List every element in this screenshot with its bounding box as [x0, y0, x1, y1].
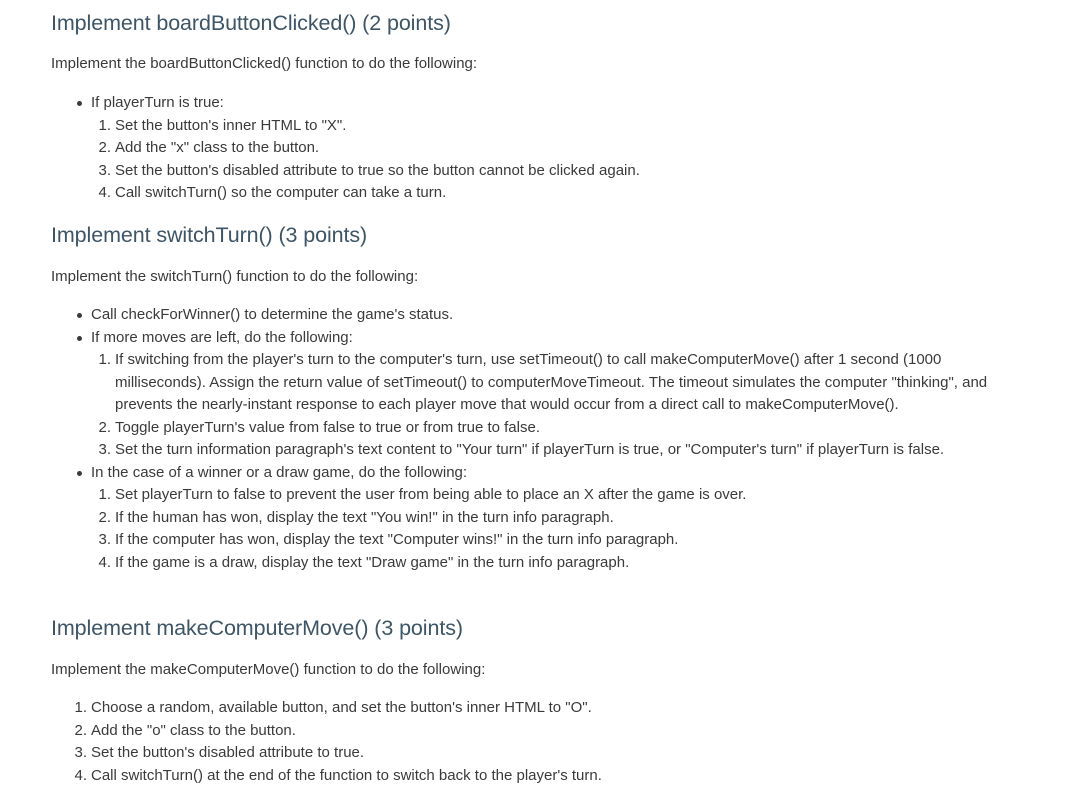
step-item: 4. If the game is a draw, display the text "Draw game" in the turn info paragraph.: [98, 553, 630, 571]
step-item: 2. If the human has won, display the text "You win!" in the turn info paragraph.: [98, 508, 614, 526]
step-item: 2. Toggle playerTurn's value from false to true or from true to false.: [98, 418, 540, 436]
bullet-item: [91, 92, 1078, 205]
bullet-text: If more moves are left, do the following:: [91, 328, 353, 346]
bullet-text: Call checkForWinner() to determine the game's status.: [91, 306, 454, 323]
step-text: Set the turn information paragraph's text content to "Your turn" if playerTurn is true, or "Computer's turn" if playerTurn is false.: [115, 441, 945, 458]
step-text: If the computer has won, display the text "Computer wins!" in the turn info paragraph.: [115, 531, 679, 548]
bullet-dot-icon: [77, 336, 82, 341]
step-text: Toggle playerTurn's value from false to true or from true to false.: [115, 418, 540, 436]
section-intro-switch-turn: Implement the switchTurn() function to do the following:: [51, 268, 419, 285]
bullet-dot-icon: [77, 313, 82, 318]
step-item: 2. Add the "x" class to the button.: [98, 139, 320, 156]
bullet-dot-icon: [77, 471, 82, 476]
step-text: Add the "x" class to the button.: [115, 139, 320, 156]
step-item: 1. Set the button's inner HTML to "X".: [98, 116, 347, 134]
step-item: 3. Set the button's disabled attribute to true so the button cannot be clicked again.: [98, 161, 640, 179]
step-text: Call switchTurn() so the computer can take a turn.: [115, 184, 447, 201]
step-text: Set the button's disabled attribute to true.: [91, 744, 365, 761]
step-text: Set playerTurn to false to prevent the user from being able to place an X after the game is over.: [115, 486, 747, 503]
section-list-make-computer-move: [51, 697, 1078, 787]
step-text: Set the button's inner HTML to "X".: [115, 116, 347, 134]
section-title-board-button-clicked: Implement boardButtonClicked() (2 points): [51, 11, 451, 35]
step-text: If switching from the player's turn to the computer's turn, use setTimeout() to call makeComputerMove() after 1 second (1000 milliseconds). Assign the return value of setTimeout() to computerMoveTimeout. The timeout simulates the computer "thinking", and prevents the nearly-instant response to each player move that would occur from a direct call to makeComputerMove().: [115, 351, 988, 413]
section-intro-make-computer-move: Implement the makeComputerMove() function to do the following:: [51, 661, 486, 678]
step-text: Add the "o" class to the button.: [91, 721, 296, 739]
section-list-switch-turn: [51, 304, 1031, 574]
step-item: 1. Set playerTurn to false to prevent the user from being able to place an X after the game is over.: [98, 486, 747, 503]
step-text: If the game is a draw, display the text "Draw game" in the turn info paragraph.: [115, 553, 630, 571]
step-item: 1. Choose a random, available button, and set the button's inner HTML to "O".: [74, 699, 592, 716]
step-item: 3. Set the turn information paragraph's text content to "Your turn" if playerTurn is true, or "Computer's turn" if playerTurn is false.: [98, 441, 945, 458]
bullet-text: If playerTurn is true:: [91, 94, 224, 111]
step-item: 3. If the computer has won, display the text "Computer wins!" in the turn info paragraph.: [98, 531, 679, 548]
section-list-board-button-clicked: [51, 92, 1078, 205]
step-text: If the human has won, display the text "You win!" in the turn info paragraph.: [115, 508, 614, 526]
bullet-item: [91, 327, 1031, 462]
section-title-switch-turn: Implement switchTurn() (3 points): [51, 223, 368, 247]
bullet-item: [91, 462, 1031, 575]
section-intro-board-button-clicked: Implement the boardButtonClicked() function to do the following:: [51, 55, 478, 72]
section-title-make-computer-move: Implement makeComputerMove() (3 points): [51, 616, 463, 640]
step-text: Call switchTurn() at the end of the function to switch back to the player's turn.: [91, 766, 602, 784]
bullet-item: [91, 304, 1031, 327]
step-item: 4. Call switchTurn() so the computer can take a turn.: [98, 184, 447, 201]
step-item: 1. If switching from the player's turn to the computer's turn, use setTimeout() to call makeComputerMove() after 1 second (1000 milliseconds). Assign the return value of setTimeout() to computerMoveTimeout. The timeout simulates the computer "thinking", and prevents the nearly-instant response to each player move that would occur from a direct call to makeComputerMove().: [98, 351, 988, 413]
bullet-text: In the case of a winner or a draw game, do the following:: [91, 463, 468, 481]
step-item: 4. Call switchTurn() at the end of the function to switch back to the player's turn.: [74, 766, 602, 784]
step-item: 2. Add the "o" class to the button.: [74, 721, 296, 739]
step-item: 3. Set the button's disabled attribute to true.: [74, 744, 365, 761]
bullet-dot-icon: [77, 101, 82, 106]
step-text: Choose a random, available button, and set the button's inner HTML to "O".: [91, 699, 592, 716]
step-text: Set the button's disabled attribute to true so the button cannot be clicked again.: [115, 161, 640, 179]
